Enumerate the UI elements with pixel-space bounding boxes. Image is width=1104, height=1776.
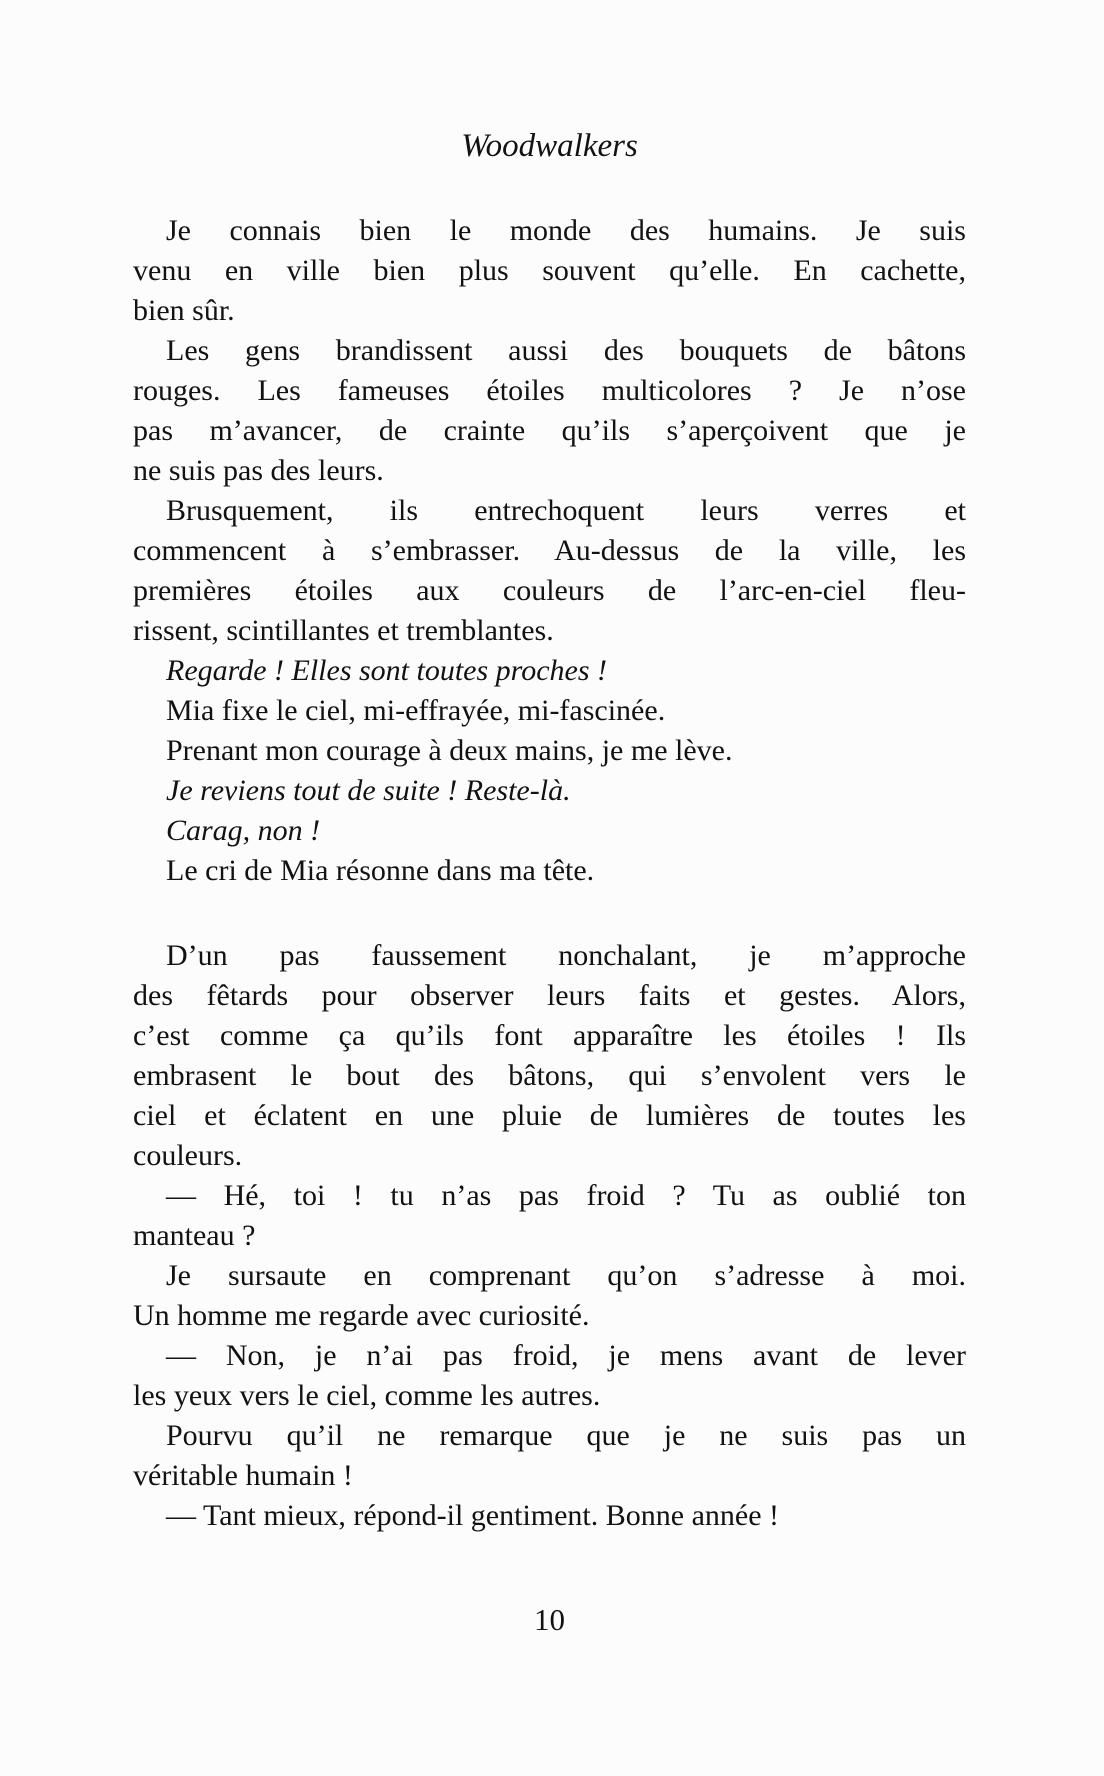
paragraph — [133, 691, 966, 731]
text-line: les yeux vers le ciel, comme les autres. — [133, 1379, 601, 1412]
paragraph — [133, 1496, 966, 1536]
text-line: rissent, scintillantes et tremblantes. — [133, 614, 554, 647]
text-line: Les gens brandissent aussi des bouquets de bâtons — [166, 334, 966, 367]
text-line: bien sûr. — [133, 294, 235, 327]
text-body — [133, 211, 966, 1536]
text-line: venu en ville bien plus souvent qu’elle. En cachette, — [133, 254, 966, 287]
paragraph — [133, 1256, 966, 1336]
paragraph — [133, 651, 966, 691]
paragraph — [133, 851, 966, 891]
paragraph — [133, 936, 966, 1176]
text-line: c’est comme ça qu’ils font apparaître les étoiles ! Ils — [133, 1019, 966, 1052]
text-line: ne suis pas des leurs. — [133, 454, 384, 487]
page-number: 10 — [534, 1602, 565, 1637]
text-line: Le cri de Mia résonne dans ma tête. — [166, 854, 595, 887]
text-line: rouges. Les fameuses étoiles multicolores ? Je n’ose — [133, 374, 966, 407]
text-line: Regarde ! Elles sont toutes proches ! — [166, 654, 608, 687]
paragraph — [133, 211, 966, 331]
paragraph — [133, 1176, 966, 1256]
text-line: Je connais bien le monde des humains. Je suis — [166, 214, 966, 247]
text-line: ciel et éclatent en une pluie de lumières de toutes les — [133, 1099, 966, 1132]
text-line: Prenant mon courage à deux mains, je me lève. — [166, 734, 733, 767]
text-line: — Tant mieux, répond-il gentiment. Bonne année ! — [166, 1499, 780, 1532]
running-header-title: Woodwalkers — [461, 128, 638, 164]
text-line: commencent à s’embrasser. Au-dessus de la ville, les — [133, 534, 966, 567]
text-line: Carag, non ! — [166, 814, 321, 847]
text-line: Je sursaute en comprenant qu’on s’adresse à moi. — [166, 1259, 966, 1292]
text-line: Pourvu qu’il ne remarque que je ne suis pas un — [166, 1419, 966, 1452]
paragraph — [133, 491, 966, 651]
text-line: des fêtards pour observer leurs faits et gestes. Alors, — [133, 979, 966, 1012]
text-line: embrasent le bout des bâtons, qui s’envolent vers le — [133, 1059, 966, 1092]
text-line: manteau ? — [133, 1219, 256, 1252]
text-line: Mia fixe le ciel, mi-effrayée, mi-fascinée. — [166, 694, 666, 727]
text-line: premières étoiles aux couleurs de l’arc-en-ciel fleu- — [133, 574, 966, 607]
text-line: couleurs. — [133, 1139, 243, 1172]
text-line: Je reviens tout de suite ! Reste-là. — [166, 774, 571, 807]
paragraph — [133, 331, 966, 491]
paragraph — [133, 1416, 966, 1496]
text-line: — Non, je n’ai pas froid, je mens avant de lever — [166, 1339, 966, 1372]
paragraph — [133, 1336, 966, 1416]
text-line: Brusquement, ils entrechoquent leurs verres et — [166, 494, 966, 527]
paragraph — [133, 771, 966, 811]
paragraph — [133, 811, 966, 851]
text-line: D’un pas faussement nonchalant, je m’approche — [166, 939, 966, 972]
text-line: — Hé, toi ! tu n’as pas froid ? Tu as oublié ton — [166, 1179, 966, 1212]
text-line: véritable humain ! — [133, 1459, 353, 1492]
text-line: Un homme me regarde avec curiosité. — [133, 1299, 590, 1332]
paragraph-gap — [133, 891, 966, 936]
paragraph — [133, 731, 966, 771]
text-line: pas m’avancer, de crainte qu’ils s’aperçoivent que je — [133, 414, 966, 447]
